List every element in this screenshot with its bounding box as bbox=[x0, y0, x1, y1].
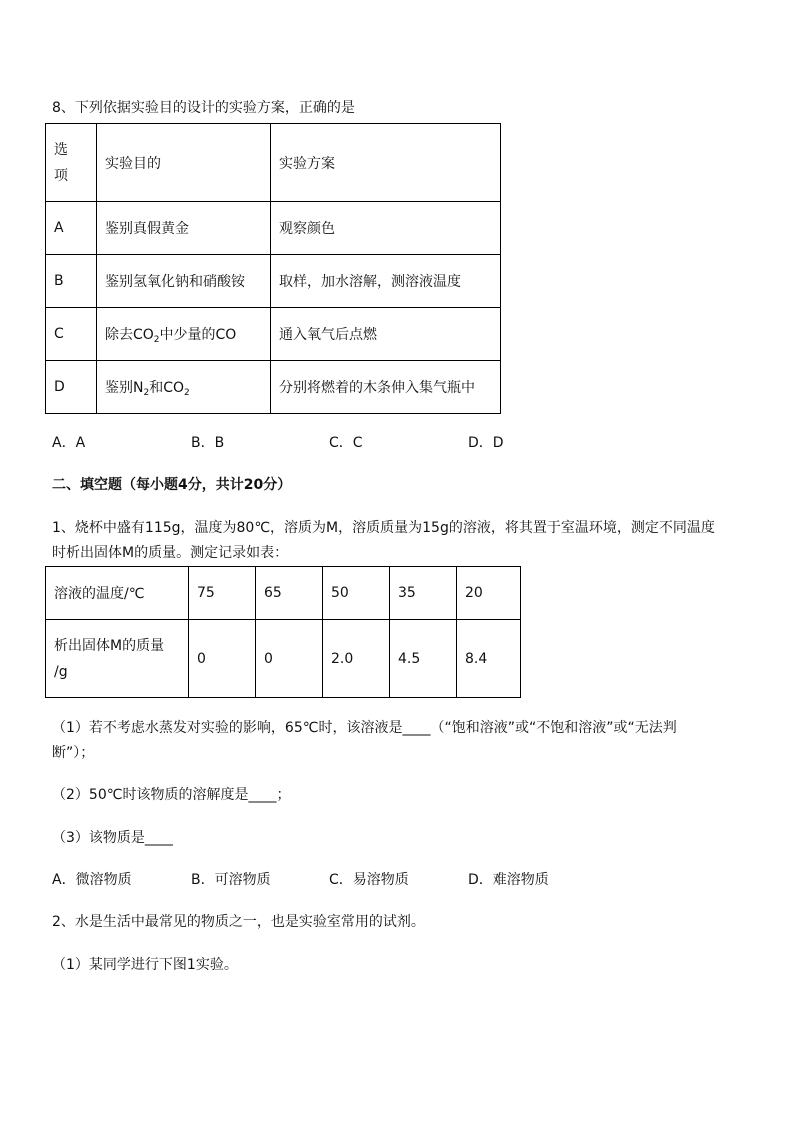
row-option: B bbox=[46, 255, 97, 308]
row-plan: 观察颜色 bbox=[271, 202, 501, 255]
choice-d[interactable]: D．D bbox=[468, 435, 504, 451]
header-purpose: 实验目的 bbox=[97, 124, 271, 202]
temperature-cell: 20 bbox=[457, 567, 521, 620]
question-1-sub1-line1: （1）若不考虑水蒸发对实验的影响，65℃时，该溶液是____（“饱和溶液”或“不饱和溶液”或“无法判 bbox=[52, 720, 677, 736]
row-option: D bbox=[46, 361, 97, 414]
question-1-sub3: （3）该物质是____ bbox=[52, 830, 173, 846]
table-row bbox=[46, 308, 501, 361]
row-option: C bbox=[46, 308, 97, 361]
purpose-text: 鉴别N bbox=[105, 380, 144, 396]
mass-label-line1: 析出固体M的质量 bbox=[54, 637, 165, 654]
subscript: 2 bbox=[153, 335, 160, 345]
row-option: A bbox=[46, 202, 97, 255]
table-row bbox=[46, 620, 521, 698]
choice-a[interactable]: A．A bbox=[52, 435, 86, 451]
question-2-sub1: （1）某同学进行下图1实验。 bbox=[52, 957, 238, 973]
choice-a[interactable]: A．微溶物质 bbox=[52, 872, 132, 888]
temperature-cell: 65 bbox=[256, 567, 323, 620]
row-plan: 通入氧气后点燃 bbox=[271, 308, 501, 361]
mass-cell: 2.0 bbox=[323, 620, 390, 698]
row-purpose bbox=[97, 361, 271, 414]
section-heading: 二、填空题（每小题4分，共计20分） bbox=[52, 477, 292, 493]
row-purpose: 鉴别真假黄金 bbox=[97, 202, 271, 255]
question-1-sub2: （2）50℃时该物质的溶解度是____； bbox=[52, 787, 291, 803]
table-row bbox=[46, 361, 501, 414]
mass-cell: 0 bbox=[189, 620, 256, 698]
choice-d[interactable]: D．难溶物质 bbox=[468, 872, 549, 888]
question-1-table bbox=[45, 566, 521, 698]
question-8-table bbox=[45, 123, 501, 414]
mass-cell: 8.4 bbox=[457, 620, 521, 698]
purpose-text: 和CO bbox=[149, 380, 185, 396]
table-header-row bbox=[46, 124, 501, 202]
question-1-sub1-line2: 断”）； bbox=[52, 745, 95, 761]
choice-c[interactable]: C．易溶物质 bbox=[329, 872, 409, 888]
row-purpose: 鉴别氢氧化钠和硝酸铵 bbox=[97, 255, 271, 308]
temperature-cell: 50 bbox=[323, 567, 390, 620]
header-plan: 实验方案 bbox=[271, 124, 501, 202]
row-plan: 取样，加水溶解，测溶液温度 bbox=[271, 255, 501, 308]
question-2-stem: 2、水是生活中最常见的物质之一，也是实验室常用的试剂。 bbox=[52, 914, 425, 930]
table-row bbox=[46, 567, 521, 620]
temperature-cell: 75 bbox=[189, 567, 256, 620]
question-1-stem-line2: 时析出固体M的质量。测定记录如表： bbox=[52, 545, 289, 561]
choice-c[interactable]: C．C bbox=[329, 435, 363, 451]
header-option bbox=[46, 124, 97, 202]
row-label-mass bbox=[46, 620, 189, 698]
temperature-cell: 35 bbox=[390, 567, 457, 620]
choice-b[interactable]: B．可溶物质 bbox=[191, 872, 271, 888]
mass-label-line2: /g bbox=[54, 663, 68, 680]
choice-b[interactable]: B．B bbox=[191, 435, 225, 451]
question-8-stem: 8、下列依据实验目的设计的实验方案，正确的是 bbox=[52, 100, 355, 116]
question-1-stem-line1: 1、烧杯中盛有115g，温度为80℃，溶质为M，溶质质量为15g的溶液，将其置于室温环境，测定不同温度 bbox=[52, 520, 715, 536]
mass-cell: 4.5 bbox=[390, 620, 457, 698]
mass-cell: 0 bbox=[256, 620, 323, 698]
subscript: 2 bbox=[143, 388, 150, 398]
table-row bbox=[46, 255, 501, 308]
header-option-line2: 项 bbox=[54, 167, 68, 184]
row-purpose bbox=[97, 308, 271, 361]
purpose-text: 除去CO bbox=[105, 327, 154, 343]
row-plan: 分别将燃着的木条伸入集气瓶中 bbox=[271, 361, 501, 414]
table-row bbox=[46, 202, 501, 255]
subscript: 2 bbox=[184, 388, 190, 398]
purpose-text: 中少量的CO bbox=[159, 327, 237, 343]
row-label-temperature: 溶液的温度/℃ bbox=[46, 567, 189, 620]
header-option-line1: 选 bbox=[54, 141, 68, 158]
